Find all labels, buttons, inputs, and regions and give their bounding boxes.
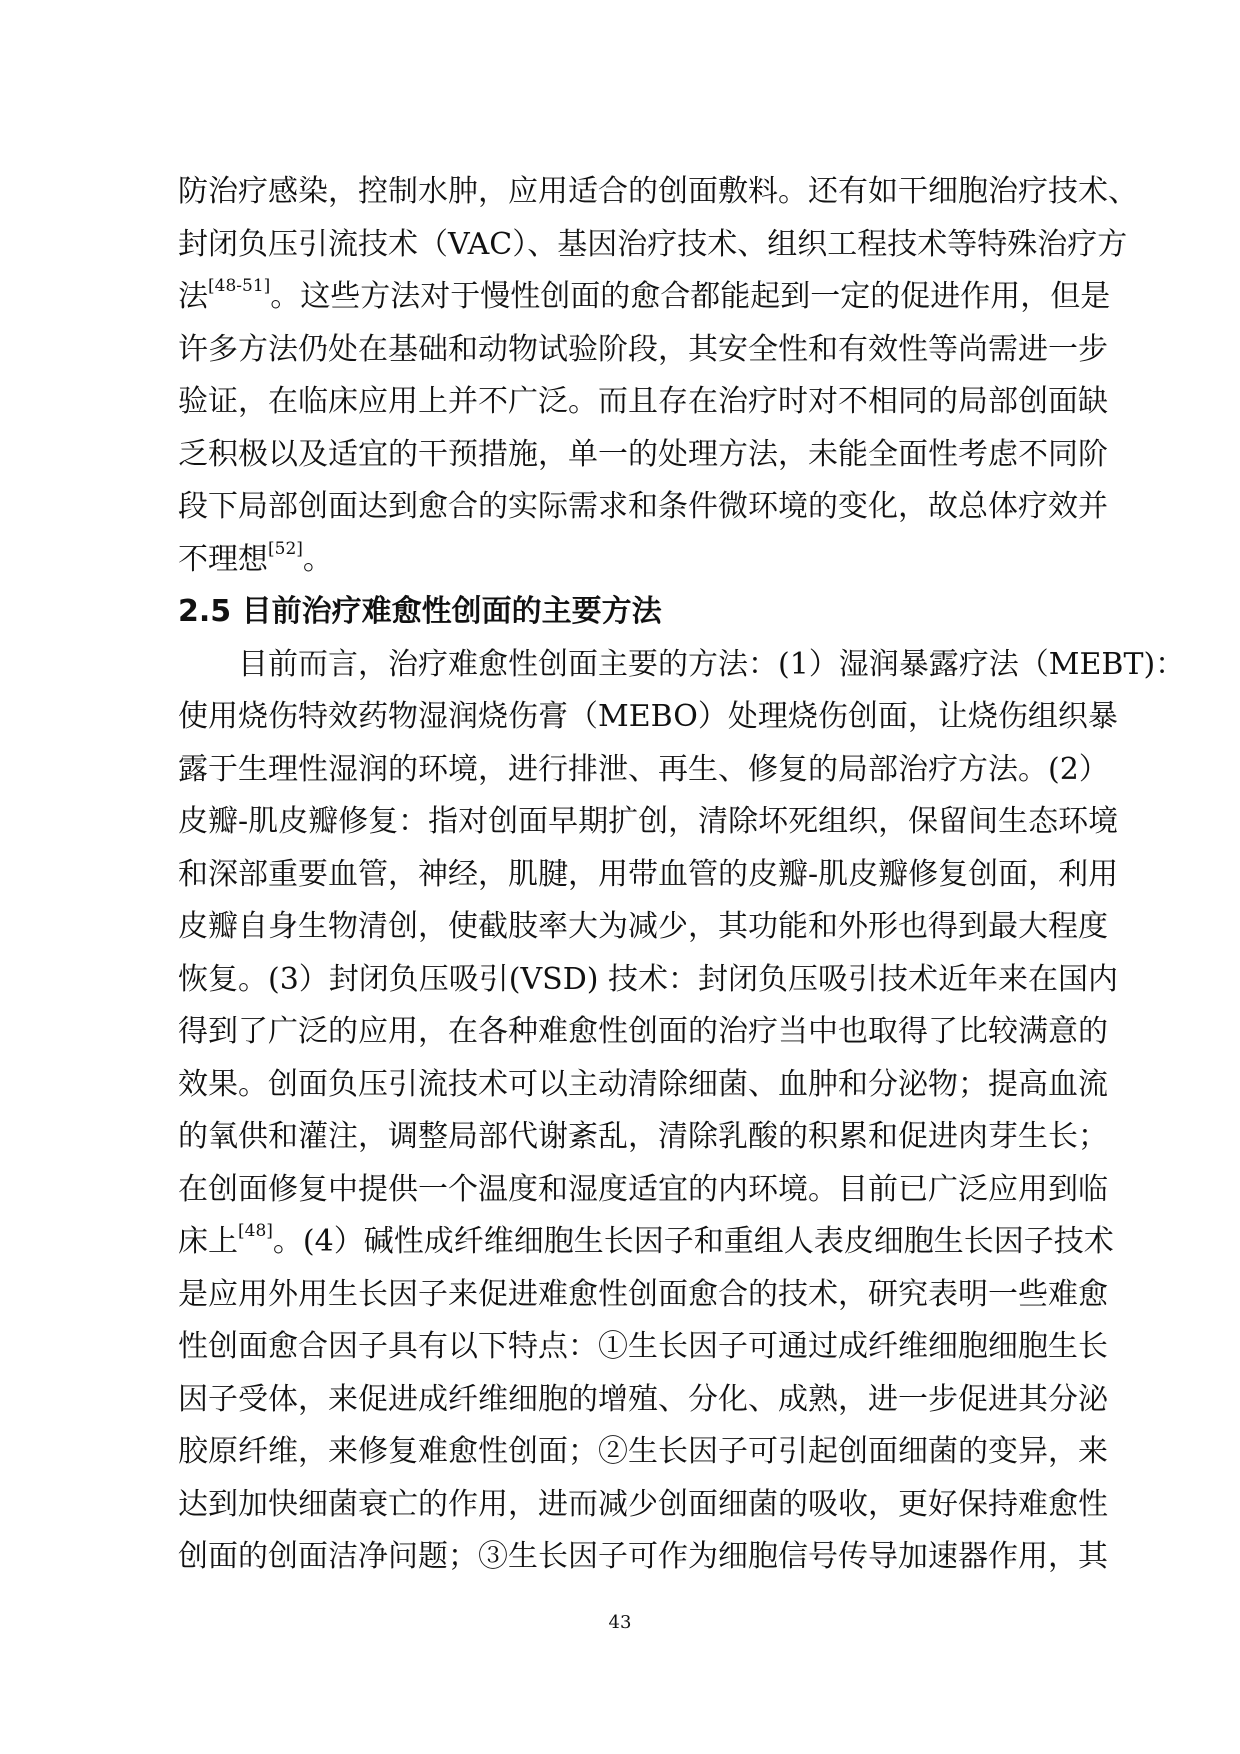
text-line: 露于生理性湿润的环境，进行排泄、再生、修复的局部治疗方法。(2） [178,751,1109,787]
text-line: 性创面愈合因子具有以下特点：①生长因子可通过成纤维细胞细胞生长 [178,1329,1108,1364]
text-line: 使用烧伤特效药物湿润烧伤膏（MEBO）处理烧伤创面，让烧伤组织暴 [178,699,1118,734]
text-line: 封闭负压引流技术（VAC）、基因治疗技术、组织工程技术等特殊治疗方 [178,226,1128,262]
text-line: 胶原纤维，来修复难愈性创面；②生长因子可引起创面细菌的变异，来 [178,1434,1108,1469]
text-segment: 法 [178,279,208,314]
text-line: 皮瓣自身生物清创，使截肢率大为减少，其功能和外形也得到最大程度 [178,909,1108,944]
text-line: 验证，在临床应用上并不广泛。而且存在治疗时对不相同的局部创面缺 [178,384,1108,419]
text-line: 许多方法仍处在基础和动物试验阶段，其安全性和有效性等尚需进一步 [178,331,1108,367]
citation-ref: [48] [238,1221,273,1241]
text-line: 皮瓣-肌皮瓣修复：指对创面早期扩创，清除坏死组织，保留间生态环境 [178,804,1119,839]
text-line: 在创面修复中提供一个温度和湿度适宜的内环境。目前已广泛应用到临 [178,1171,1108,1207]
body-text [178,166,1186,1584]
section-heading: 2.5 目前治疗难愈性创面的主要方法 [178,594,662,629]
text-line: 防治疗感染，控制水肿，应用适合的创面敷料。还有如干细胞治疗技术、 [178,174,1138,209]
text-segment: 。这些方法对于慢性创面的愈合都能起到一定的促进作用，但是 [270,279,1111,314]
text-segment: 不理想 [178,541,268,577]
text-line: 创面的创面洁净问题；③生长因子可作为细胞信号传导加速器作用，其 [178,1539,1108,1574]
text-line: 得到了广泛的应用，在各种难愈性创面的治疗当中也取得了比较满意的 [178,1014,1108,1049]
citation-ref: [48-51] [208,276,271,296]
text-line: 和深部重要血管，神经，肌腱，用带血管的皮瓣-肌皮瓣修复创面，利用 [178,856,1119,892]
text-line: 效果。创面负压引流技术可以主动清除细菌、血肿和分泌物；提高血流 [178,1066,1108,1102]
text-line: 段下局部创面达到愈合的实际需求和条件微环境的变化，故总体疗效并 [178,489,1108,524]
page-number: 43 [608,1612,632,1633]
text-line: 乏积极以及适宜的干预措施，单一的处理方法，未能全面性考虑不同阶 [178,436,1108,472]
text-line: 达到加快细菌衰亡的作用，进而减少创面细菌的吸收，更好保持难愈性 [178,1486,1108,1522]
citation-ref: [52] [268,538,303,559]
text-line: 的氧供和灌注，调整局部代谢紊乱，清除乳酸的积累和促进肉芽生长； [178,1119,1108,1154]
text-line [178,271,1111,324]
text-line [178,534,1086,587]
text-line: 恢复。(3）封闭负压吸引(VSD) 技术：封闭负压吸引技术近年来在国内 [178,961,1119,997]
text-segment: 。 [302,541,333,577]
text-line: 是应用外用生长因子来促进难愈性创面愈合的技术，研究表明一些难愈 [178,1276,1108,1312]
text-line: 因子受体，来促进成纤维细胞的增殖、分化、成熟，进一步促进其分泌 [178,1381,1108,1417]
text-line [178,1216,1114,1269]
text-line: 目前而言，治疗难愈性创面主要的方法：(1）湿润暴露疗法（MEBT)： [238,646,1186,682]
text-segment: 床上 [178,1224,238,1259]
text-segment: 。(4）碱性成纤维细胞生长因子和重组人表皮细胞生长因子技术 [272,1224,1114,1259]
